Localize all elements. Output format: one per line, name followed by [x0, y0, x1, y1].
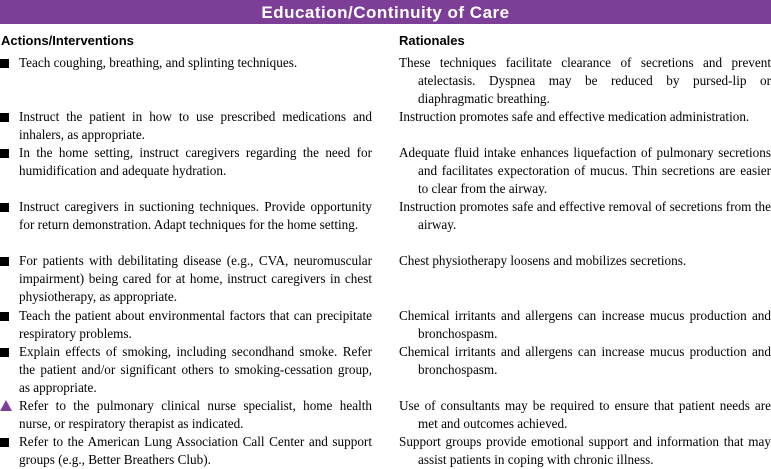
- action-text: In the home setting, instruct caregivers regarding the need for humidification and adequate hydration.: [19, 145, 372, 178]
- action-text: Teach coughing, breathing, and splinting techniques.: [19, 55, 298, 70]
- actions-column-header: Actions/Interventions: [1, 33, 134, 48]
- action-text: Teach the patient about environmental factors that can precipitate respiratory problems.: [19, 308, 372, 341]
- rationale-text: These techniques facilitate clearance of secretions and prevent atelectasis. Dyspnea may be reduced by pursed-lip or diaphragmatic breathing.: [399, 55, 771, 106]
- action-text: Explain effects of smoking, including secondhand smoke. Refer the patient and/or significant others to smoking-cessation group, as appropriate.: [19, 344, 372, 395]
- action-text: Refer to the pulmonary clinical nurse specialist, home health nurse, or respiratory therapist as indicated.: [19, 398, 372, 431]
- square-bullet-icon: [0, 203, 9, 212]
- action-text: Instruct the patient in how to use prescribed medications and inhalers, as appropriate.: [19, 109, 372, 142]
- rationale-text: Instruction promotes safe and effective removal of secretions from the airway.: [399, 199, 771, 232]
- rationales-column-header: Rationales: [399, 33, 465, 48]
- rationale-text: Instruction promotes safe and effective medication administration.: [399, 109, 750, 124]
- action-text: Instruct caregivers in suctioning techniques. Provide opportunity for return demonstration. Adapt techniques for the home setting.: [19, 199, 372, 232]
- rationale-text: Chest physiotherapy loosens and mobilizes secretions.: [399, 253, 687, 268]
- action-text: For patients with debilitating disease (e.g., CVA, neuromuscular impairment) being cared for at home, instruct caregivers in chest physiotherapy, as appropriate.: [19, 253, 372, 304]
- square-bullet-icon: [0, 312, 9, 321]
- square-bullet-icon: [0, 59, 9, 68]
- square-bullet-icon: [0, 438, 9, 447]
- rationale-text: Chemical irritants and allergens can increase mucus production and bronchospasm.: [399, 344, 771, 377]
- triangle-bullet-icon: [0, 400, 12, 411]
- action-text: Refer to the American Lung Association Call Center and support groups (e.g., Better Breathers Club).: [19, 434, 372, 467]
- section-banner: Education/Continuity of Care: [0, 0, 771, 24]
- rationale-text: Adequate fluid intake enhances liquefaction of pulmonary secretions and facilitates expectoration of mucus. Thin secretions are easier to clear from the airway.: [399, 145, 771, 196]
- square-bullet-icon: [0, 149, 9, 158]
- square-bullet-icon: [0, 113, 9, 122]
- rationale-text: Support groups provide emotional support and information that may assist patients in coping with chronic illness.: [399, 434, 771, 467]
- rationale-text: Chemical irritants and allergens can increase mucus production and bronchospasm.: [399, 308, 771, 341]
- rationale-text: Use of consultants may be required to ensure that patient needs are met and outcomes achieved.: [399, 398, 771, 431]
- square-bullet-icon: [0, 257, 9, 266]
- square-bullet-icon: [0, 348, 9, 357]
